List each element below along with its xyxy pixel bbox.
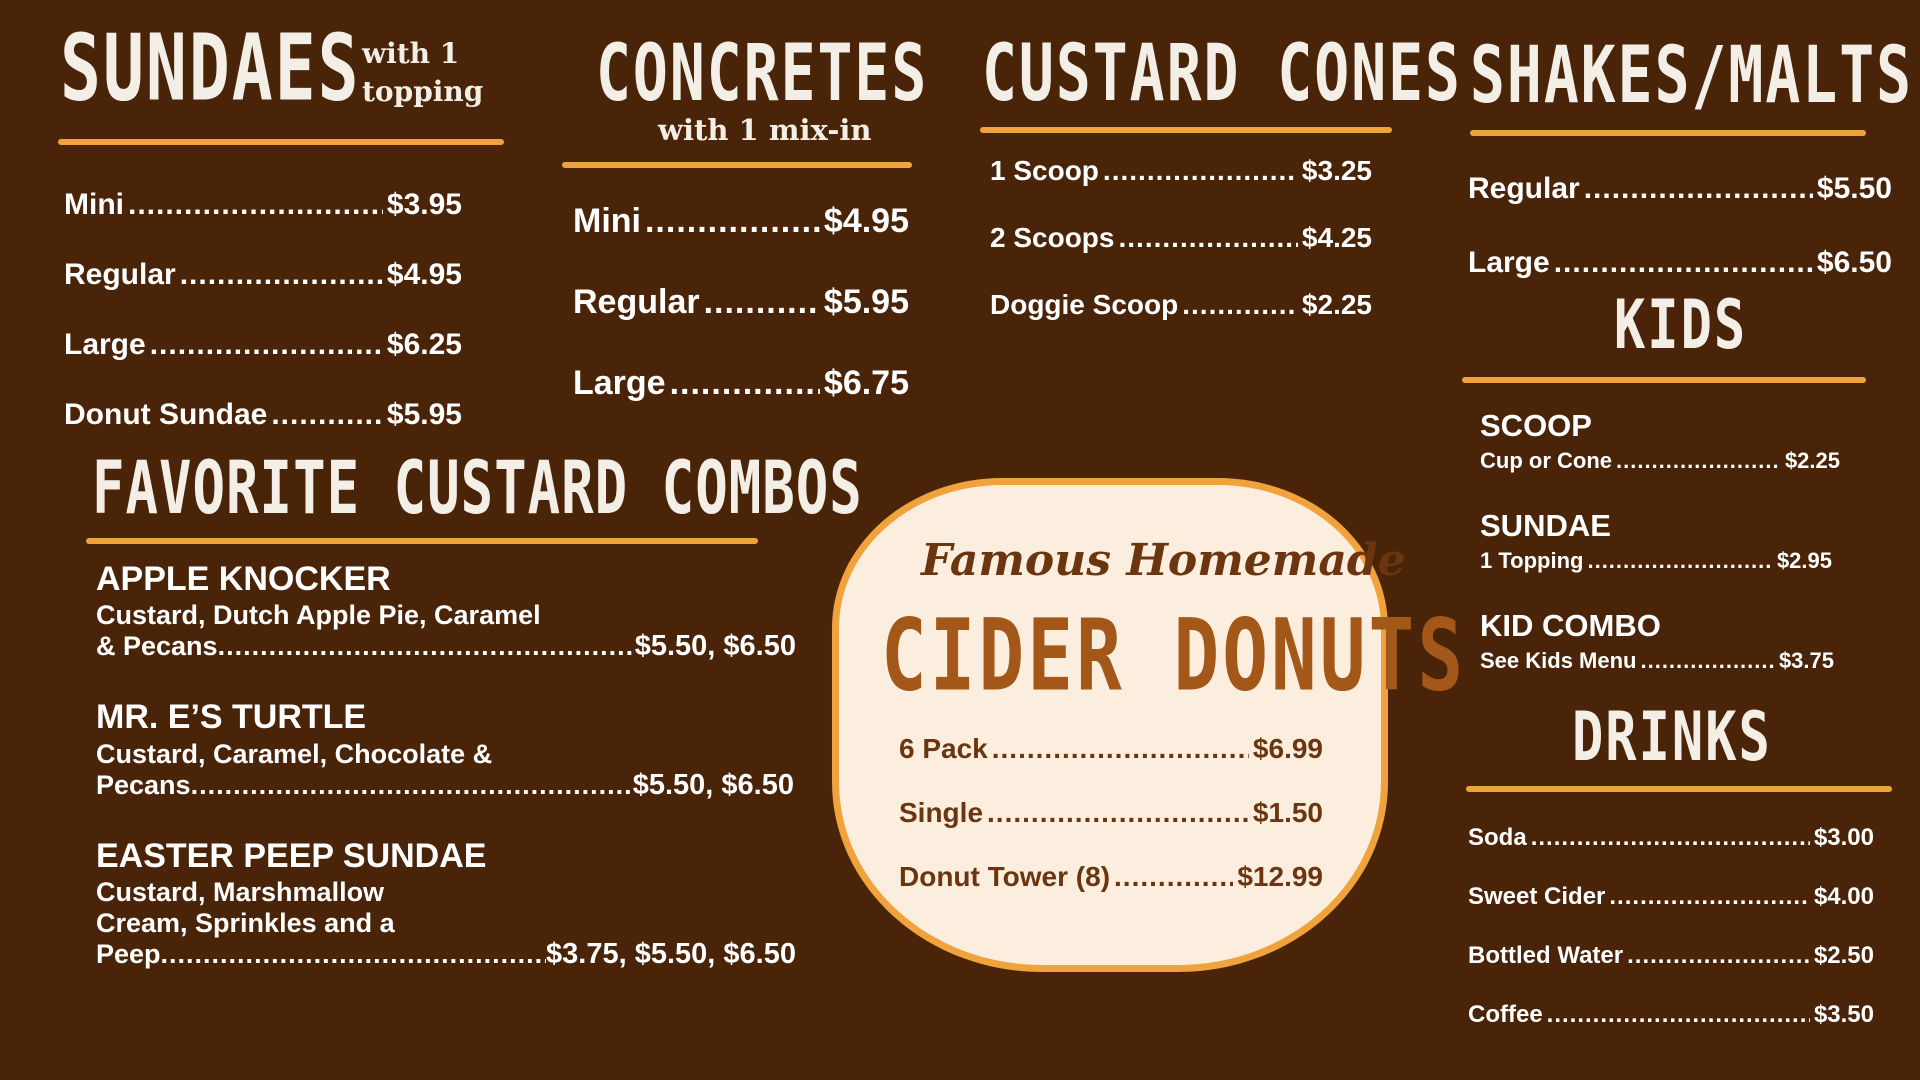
combo-description <box>96 739 794 801</box>
custard-cones-underline <box>980 127 1392 133</box>
item-price: $12.99 <box>1237 861 1323 892</box>
item-name: Soda <box>1468 824 1527 851</box>
item-price: $2.95 <box>1776 548 1832 573</box>
item-name: Regular <box>573 283 700 321</box>
menu-item-row <box>1468 1001 1874 1029</box>
item-name: 6 Pack <box>899 733 988 764</box>
leader-dots <box>1547 1001 1810 1029</box>
item-price: $6.50 <box>1816 246 1892 279</box>
leader-dots <box>1584 172 1813 206</box>
item-price: $2.25 <box>1301 289 1372 320</box>
combo-price-line <box>96 631 796 662</box>
leader-dots <box>1640 648 1774 674</box>
item-name: Mini <box>573 202 641 240</box>
item-name: Large <box>64 328 146 361</box>
item-price: $3.00 <box>1813 824 1874 851</box>
item-price: $5.95 <box>386 398 462 431</box>
kids-item-name: SCOOP <box>1480 408 1592 443</box>
leader-dots <box>645 202 820 241</box>
item-name: Large <box>573 364 666 402</box>
combos-title: FAVORITE CUSTARD COMBOS <box>92 445 863 531</box>
leader-dots <box>1114 861 1233 893</box>
item-name: Donut Sundae <box>64 398 268 431</box>
kids-item-row <box>1480 448 1840 474</box>
combo-price-line <box>96 770 794 801</box>
shakes-malts-title: SHAKES/MALTS <box>1470 29 1914 122</box>
kids-item-name: SUNDAE <box>1480 508 1611 543</box>
combo-desc-line: Cream, Sprinkles and a <box>96 908 395 938</box>
combo-desc-tail: Peep <box>96 939 161 969</box>
item-name: Donut Tower (8) <box>899 861 1111 892</box>
menu-item-row <box>1468 942 1874 970</box>
item-desc: See Kids Menu <box>1480 648 1637 673</box>
item-name: Doggie Scoop <box>990 289 1179 320</box>
combo-name: MR. E’S TURTLE <box>96 698 367 736</box>
item-price: $2.50 <box>1813 942 1874 969</box>
item-price: $6.25 <box>386 328 462 361</box>
combo-description <box>96 600 796 662</box>
menu-item-row <box>573 364 909 403</box>
combo-price: $5.50, $6.50 <box>632 769 794 801</box>
combo-price: $5.50, $6.50 <box>634 630 796 662</box>
sundaes-underline <box>58 139 504 145</box>
leader-dots <box>1554 246 1813 280</box>
item-price: $4.95 <box>823 202 909 240</box>
item-name: Sweet Cider <box>1468 883 1606 910</box>
concretes-note: with 1 mix-in <box>658 113 872 147</box>
menu-item-row <box>990 155 1372 187</box>
leader-dots <box>161 939 547 970</box>
item-desc: Cup or Cone <box>1480 448 1612 473</box>
leader-dots <box>128 188 383 222</box>
item-price: $4.00 <box>1813 883 1874 910</box>
leader-dots <box>1627 942 1810 970</box>
leader-dots <box>191 770 633 801</box>
menu-item-row <box>899 733 1323 765</box>
leader-dots <box>180 258 383 292</box>
kids-title: KIDS <box>1614 286 1748 365</box>
kids-item-name: KID COMBO <box>1480 608 1661 643</box>
shakes-malts-underline <box>1470 130 1866 136</box>
leader-dots <box>1118 222 1297 254</box>
combos-underline <box>86 538 758 544</box>
concretes-title: CONCRETES <box>596 27 929 120</box>
leader-dots <box>704 283 820 322</box>
menu-item-row <box>1468 824 1874 852</box>
item-name: 2 Scoops <box>990 222 1115 253</box>
item-name: Coffee <box>1468 1001 1543 1028</box>
menu-item-row <box>899 797 1323 829</box>
kids-underline <box>1462 377 1866 383</box>
item-price: $3.75 <box>1778 648 1834 673</box>
drinks-title: DRINKS <box>1572 698 1772 777</box>
combo-name: EASTER PEEP SUNDAE <box>96 837 487 875</box>
leader-dots <box>218 631 635 662</box>
kids-item-row <box>1480 548 1832 574</box>
item-name: Regular <box>64 258 176 291</box>
combo-price: $3.75, $5.50, $6.50 <box>546 938 796 970</box>
leader-dots <box>670 364 820 403</box>
menu-item-row <box>990 289 1372 321</box>
combo-desc-line: Custard, Dutch Apple Pie, Caramel <box>96 600 541 630</box>
menu-item-row <box>1468 246 1892 280</box>
combo-name: APPLE KNOCKER <box>96 560 391 598</box>
menu-item-row <box>990 222 1372 254</box>
leader-dots <box>987 797 1249 829</box>
leader-dots <box>271 398 383 432</box>
combo-desc-line: Custard, Marshmallow <box>96 877 385 907</box>
concretes-underline <box>562 162 912 168</box>
item-name: Single <box>899 797 984 828</box>
item-price: $6.99 <box>1252 733 1323 764</box>
cider-donuts-badge <box>832 478 1467 972</box>
leader-dots <box>1587 548 1772 574</box>
item-price: $3.95 <box>386 188 462 221</box>
menu-item-row <box>1468 172 1892 206</box>
combo-description <box>96 877 796 970</box>
item-name: Bottled Water <box>1468 942 1624 969</box>
leader-dots <box>150 328 383 362</box>
menu-item-row <box>573 283 909 322</box>
item-name: Regular <box>1468 172 1580 205</box>
sundaes-title: SUNDAES <box>60 15 361 123</box>
menu-item-row <box>899 861 1323 893</box>
menu-item-row <box>64 188 462 222</box>
item-name: 1 Scoop <box>990 155 1099 186</box>
drinks-underline <box>1466 786 1892 792</box>
combo-price-line <box>96 939 796 970</box>
item-price: $5.95 <box>823 283 909 321</box>
menu-item-row <box>573 202 909 241</box>
badge-script-heading: Famous Homemade <box>921 535 1406 586</box>
item-price: $3.25 <box>1301 155 1372 186</box>
leader-dots <box>1609 883 1810 911</box>
item-price: $5.50 <box>1816 172 1892 205</box>
leader-dots <box>1182 289 1298 321</box>
menu-item-row <box>64 398 462 432</box>
menu-item-row <box>64 328 462 362</box>
item-name: Mini <box>64 188 124 221</box>
leader-dots <box>992 733 1249 765</box>
leader-dots <box>1103 155 1298 187</box>
item-price: $3.50 <box>1813 1001 1874 1028</box>
leader-dots <box>1531 824 1810 852</box>
menu-item-row <box>64 258 462 292</box>
item-price: $6.75 <box>823 364 909 402</box>
item-price: $4.25 <box>1301 222 1372 253</box>
sundaes-note-line1: with 1 <box>362 37 460 70</box>
badge-title: CIDER DONUTS <box>881 597 1467 713</box>
item-price: $1.50 <box>1252 797 1323 828</box>
combo-desc-tail: & Pecans <box>96 631 218 661</box>
combo-desc-line: Custard, Caramel, Chocolate & <box>96 739 493 769</box>
item-price: $2.25 <box>1784 448 1840 473</box>
kids-item-row <box>1480 648 1834 674</box>
item-desc: 1 Topping <box>1480 548 1584 573</box>
combo-desc-tail: Pecans <box>96 770 191 800</box>
sundaes-note-line2: topping <box>362 75 484 108</box>
item-name: Large <box>1468 246 1550 279</box>
leader-dots <box>1616 448 1781 474</box>
menu-item-row <box>1468 883 1874 911</box>
custard-cones-title: CUSTARD CONES <box>982 27 1462 120</box>
item-price: $4.95 <box>386 258 462 291</box>
